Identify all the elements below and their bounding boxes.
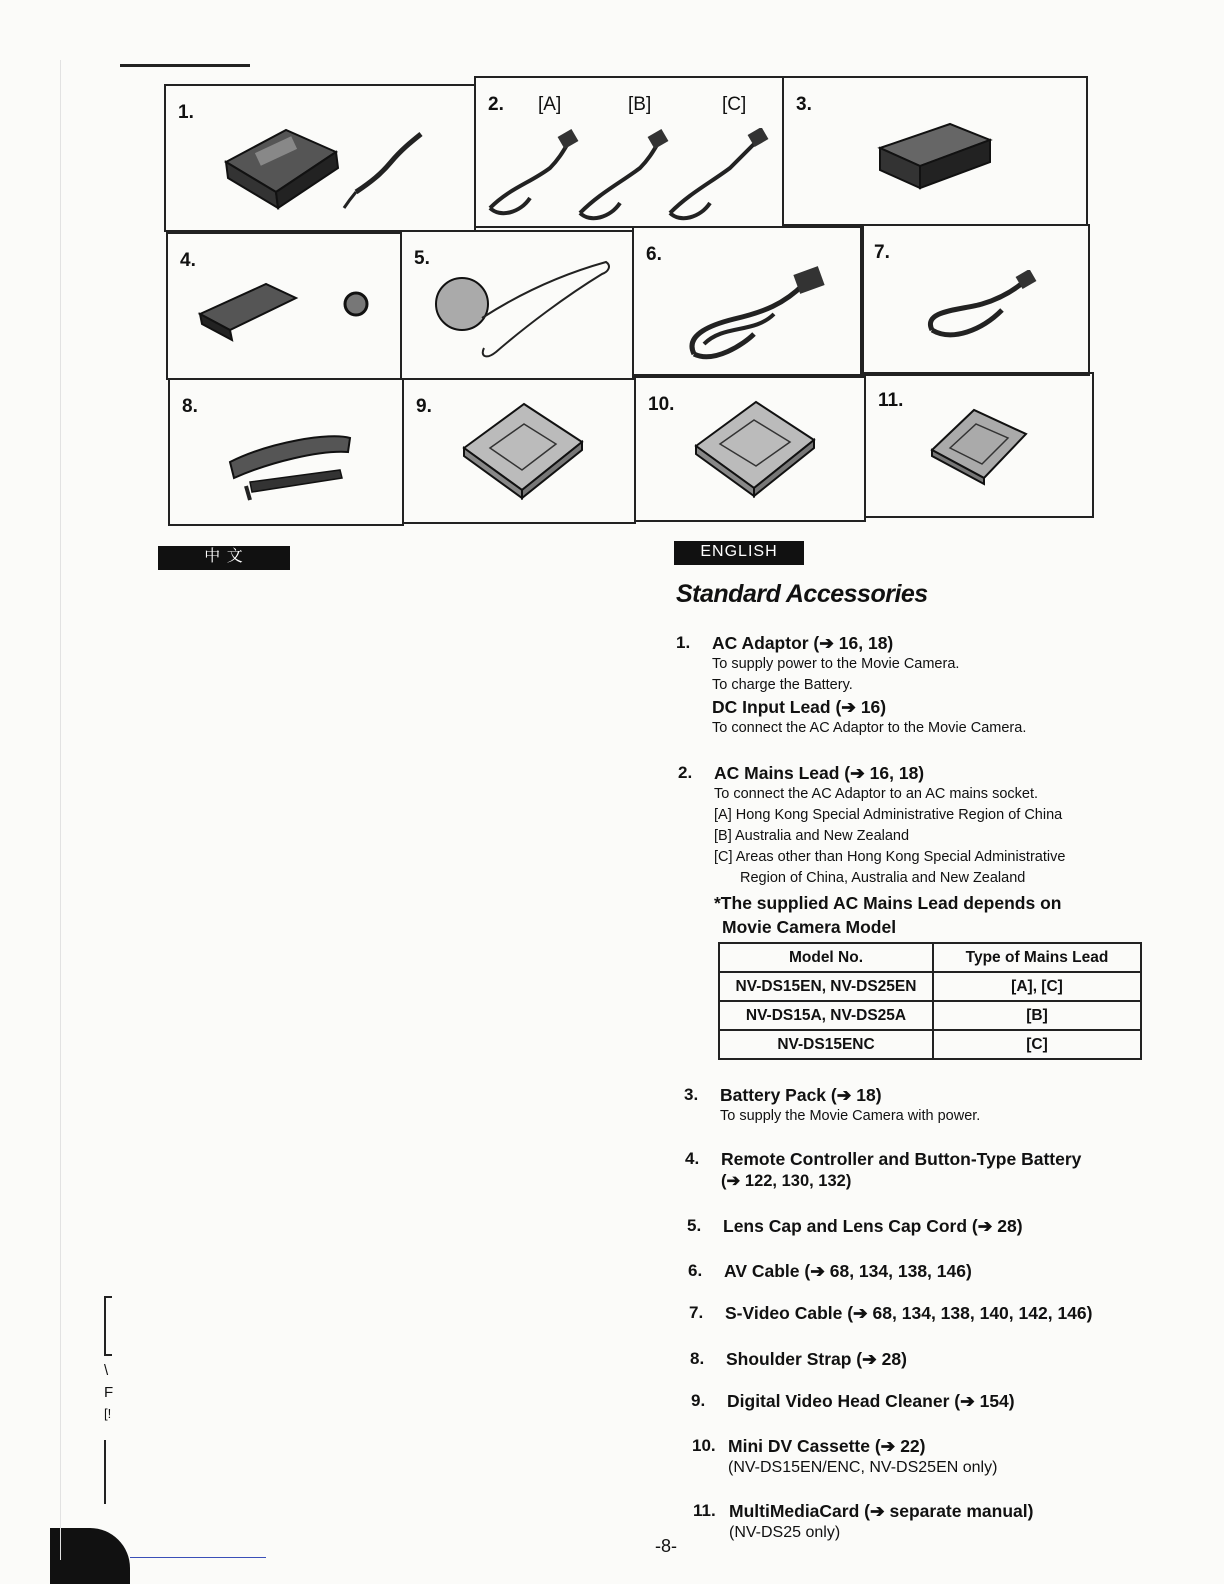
item-desc: [C] Areas other than Hong Kong Special Administrative	[714, 849, 1066, 865]
margin-glyph: \	[104, 1362, 109, 1379]
item-number: 6.	[688, 1261, 703, 1280]
item-title: Remote Controller and Button-Type Battery	[721, 1149, 1082, 1169]
scan-edge	[60, 60, 61, 1560]
figure-number: 11.	[878, 390, 904, 411]
table-header-row	[719, 943, 1141, 972]
figure-number: 2.	[488, 94, 504, 115]
mini-dv-cassette-icon	[692, 396, 822, 506]
item-desc: To charge the Battery.	[712, 677, 853, 693]
figure-number: 10.	[648, 394, 675, 415]
lens-cap-icon	[426, 256, 626, 376]
item-desc: [A] Hong Kong Special Administrative Region of China	[714, 807, 1063, 823]
item-desc: [B] Australia and New Zealand	[714, 828, 910, 844]
chinese-language-tab: 中 文	[158, 546, 290, 570]
table-cell: NV-DS15A, NV-DS25A	[719, 1001, 933, 1030]
item-refs: (➔ 122, 130, 132)	[721, 1172, 852, 1190]
figure-number: 6.	[646, 244, 662, 265]
lead-label-c: [C]	[722, 94, 747, 115]
figure-cell-2	[474, 76, 784, 228]
lead-label-a: [A]	[538, 94, 562, 115]
s-video-cable-icon	[922, 270, 1042, 350]
margin-line	[104, 1440, 106, 1504]
item-number: 5.	[687, 1216, 702, 1235]
item-number: 4.	[685, 1149, 700, 1168]
mains-leads-icon	[480, 128, 780, 228]
head-cleaner-icon	[460, 398, 590, 508]
figure-cell-10	[634, 376, 866, 522]
figure-cell-3	[782, 76, 1088, 226]
page-title: Standard Accessories	[676, 580, 928, 608]
item-desc: To supply power to the Movie Camera.	[712, 656, 960, 672]
item-title: AV Cable (➔ 68, 134, 138, 146)	[724, 1261, 972, 1281]
figure-number: 5.	[414, 248, 430, 269]
table-header: Type of Mains Lead	[933, 943, 1141, 972]
remote-controller-icon	[196, 274, 386, 354]
table-header: Model No.	[719, 943, 933, 972]
scan-shadow	[50, 1528, 130, 1584]
margin-glyph: F	[104, 1384, 114, 1401]
figure-cell-8	[168, 378, 404, 526]
table-cell: NV-DS15ENC	[719, 1030, 933, 1059]
figure-cell-11	[864, 372, 1094, 518]
item-desc: (NV-DS15EN/ENC, NV-DS25EN only)	[728, 1459, 998, 1476]
table-cell: [A], [C]	[933, 972, 1141, 1001]
figure-cell-6	[632, 226, 864, 376]
table-row	[719, 1001, 1141, 1030]
item-desc: To supply the Movie Camera with power.	[720, 1108, 981, 1124]
margin-bracket	[104, 1296, 106, 1356]
item-desc: Region of China, Australia and New Zealand	[740, 870, 1026, 886]
margin-glyph: [!	[104, 1406, 112, 1421]
multimediacard-icon	[928, 404, 1038, 494]
scan-blue-line	[130, 1557, 266, 1558]
figure-number: 7.	[874, 242, 890, 263]
item-title: Digital Video Head Cleaner (➔ 154)	[727, 1391, 1015, 1411]
item-number: 9.	[691, 1391, 706, 1410]
item-desc: To connect the AC Adaptor to the Movie Camera.	[712, 720, 1027, 736]
english-language-tab: ENGLISH	[674, 541, 804, 565]
item-title: Lens Cap and Lens Cap Cord (➔ 28)	[723, 1216, 1023, 1236]
item-title: DC Input Lead (➔ 16)	[712, 697, 887, 717]
lead-label-b: [B]	[628, 94, 652, 115]
figure-cell-9	[402, 378, 636, 524]
shoulder-strap-icon	[220, 422, 370, 512]
figure-cell-1	[164, 84, 476, 232]
figure-cell-4	[166, 232, 402, 380]
figure-number: 9.	[416, 396, 432, 417]
item-note: *The supplied AC Mains Lead depends on	[714, 893, 1062, 913]
item-desc: (NV-DS25 only)	[729, 1524, 841, 1541]
item-number: 2.	[678, 763, 693, 782]
margin-bracket-top	[104, 1296, 112, 1298]
item-note: Movie Camera Model	[722, 917, 897, 937]
item-number: 7.	[689, 1303, 704, 1322]
top-rule	[120, 64, 250, 67]
table-row	[719, 972, 1141, 1001]
item-desc: To connect the AC Adaptor to an AC mains socket.	[714, 786, 1039, 802]
figure-number: 4.	[180, 250, 196, 271]
item-number: 8.	[690, 1349, 705, 1368]
figure-number: 8.	[182, 396, 198, 417]
item-number: 3.	[684, 1085, 699, 1104]
item-title: Shoulder Strap (➔ 28)	[726, 1349, 907, 1369]
table-row	[719, 1030, 1141, 1059]
figure-cell-5	[400, 230, 634, 380]
model-table	[718, 942, 1142, 1060]
battery-pack-icon	[870, 118, 1010, 198]
figure-cell-7	[860, 224, 1090, 376]
item-title: S-Video Cable (➔ 68, 134, 138, 140, 142, 146)	[725, 1303, 1093, 1323]
item-title: AC Adaptor (➔ 16, 18)	[712, 633, 894, 653]
item-number: 11.	[693, 1501, 716, 1520]
page-number: -8-	[655, 1536, 677, 1556]
item-title: MultiMediaCard (➔ separate manual)	[729, 1501, 1034, 1521]
figure-number: 1.	[178, 102, 194, 123]
item-title: Mini DV Cassette (➔ 22)	[728, 1436, 926, 1456]
ac-adaptor-icon	[216, 122, 436, 222]
table-cell: NV-DS15EN, NV-DS25EN	[719, 972, 933, 1001]
table-cell: [B]	[933, 1001, 1141, 1030]
figure-number: 3.	[796, 94, 812, 115]
item-number: 1.	[676, 633, 691, 652]
margin-bracket-bottom	[104, 1354, 112, 1356]
item-title: Battery Pack (➔ 18)	[720, 1085, 882, 1105]
item-number: 10.	[692, 1436, 716, 1455]
item-title: AC Mains Lead (➔ 16, 18)	[714, 763, 925, 783]
table-cell: [C]	[933, 1030, 1141, 1059]
av-cable-icon	[674, 264, 844, 374]
